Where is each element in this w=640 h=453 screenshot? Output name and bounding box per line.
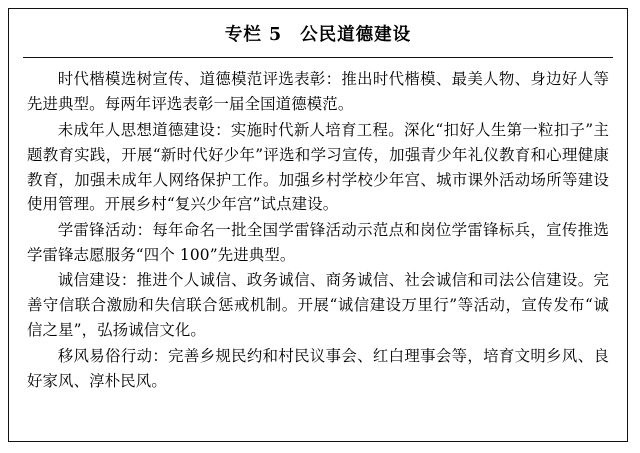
box-title-text: 公民道德建设 <box>300 25 412 45</box>
paragraph: 未成年人思想道德建设：实施时代新人培育工程。深化“扣好人生第一粒扣子”主题教育实践，开展“新时代好少年”评选和学习宣传，加强青少年礼仪教育和心理健康教育，加强未成年人网络保护工作。加强乡村学校少年宫、城市课外活动场所等建设使用管理。开展乡村“复兴少年宫”试点建设。 <box>27 120 609 214</box>
box-title-area <box>9 9 627 52</box>
box-body <box>9 58 627 393</box>
feature-box-panel <box>8 8 628 442</box>
box-number-label: 专栏 5 <box>224 25 283 45</box>
paragraph: 诚信建设：推进个人诚信、政务诚信、商务诚信、社会诚信和司法公信建设。完善守信联合激励和失信联合惩戒机制。开展“诚信建设万里行”等活动，宣传发布“诚信之星”，弘扬诚信文化。 <box>27 271 609 340</box>
paragraph: 学雷锋活动：每年命名一批全国学雷锋活动示范点和岗位学雷锋标兵，宣传推选学雷锋志愿服务“四个 100”先进典型。 <box>27 220 609 264</box>
paragraph: 移风易俗行动：完善乡规民约和村民议事会、红白理事会等，培育文明乡风、良好家风、淳朴民风。 <box>27 346 609 390</box>
page-title <box>225 21 411 46</box>
paragraph: 时代楷模选树宣传、道德模范评选表彰：推出时代楷模、最美人物、身边好人等先进典型。每两年评选表彰一届全国道德模范。 <box>27 70 609 114</box>
